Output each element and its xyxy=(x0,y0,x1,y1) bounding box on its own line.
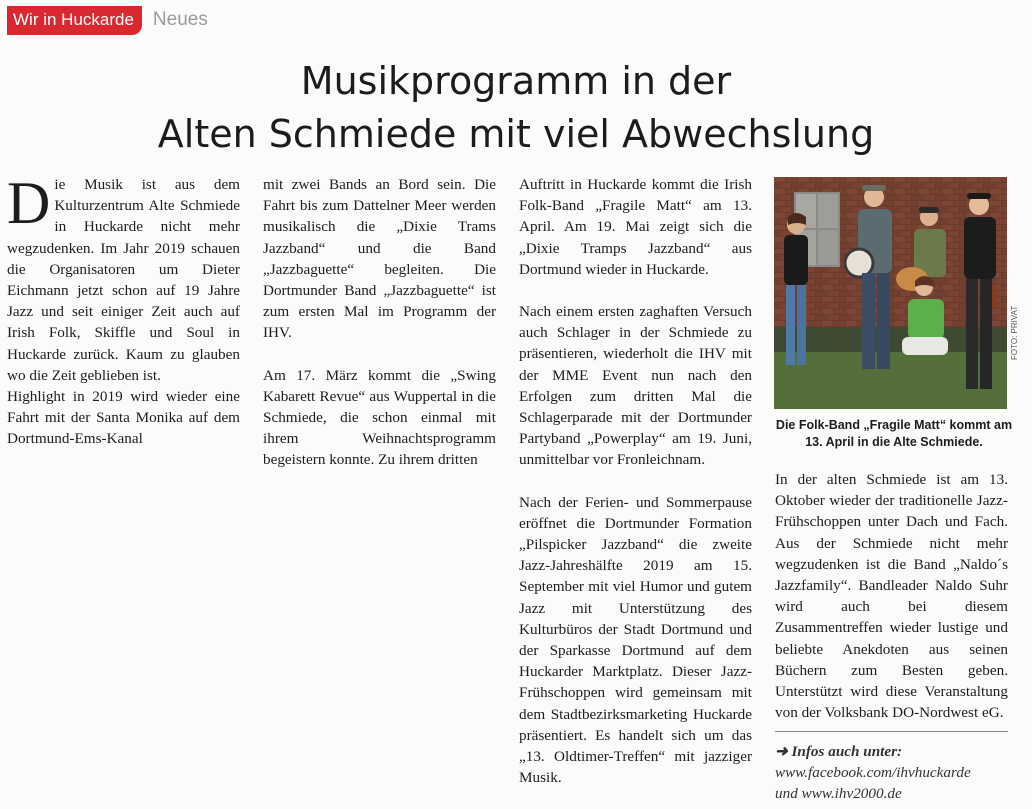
paragraph: mit zwei Bands an Bord sein. Die Fahrt bis zum Dattelner Meer werden musikalisch die „Dixie Trams Jazzband“ und die Band „Jazzbaguette“ begleiten. Die Dortmunder Band „Jazzbaguette“ ist zum ersten Mal im Programm der IHV. xyxy=(263,176,496,342)
paragraph: Nach einem ersten zaghaften Versuch auch Schlager in der Schmiede zu präsentieren, wiederholt die IHV mit der MME Event nun nach den Erfolgen zum dritten Mal die Schlagerparade mit der Dortmunder Partyband „Powerplay“ am 19. Juni, unmittelbar vor Fronleichnam. xyxy=(519,303,752,469)
headline-line-1: Musikprogramm in der xyxy=(300,59,732,103)
band-photo-image xyxy=(774,177,1007,409)
section-badge: Wir in Huckarde xyxy=(7,6,142,35)
article-column-3 xyxy=(519,174,752,788)
info-box xyxy=(775,741,1015,804)
photo-caption: Die Folk-Band „Fragile Matt“ kommt am 13. April in die Alte Schmiede. xyxy=(775,418,1013,449)
paragraph: Highlight in 2019 wird wieder eine Fahrt mit der Santa Monika auf dem Dortmund-Ems-Kanal xyxy=(7,388,240,448)
photo-credit: FOTO: PRIVAT xyxy=(1010,305,1019,360)
drop-cap: D xyxy=(7,170,51,236)
article-column-4 xyxy=(775,469,1008,723)
band-photo xyxy=(774,177,1007,409)
info-link-facebook: www.facebook.com/ihvhuckarde xyxy=(775,764,971,781)
article-headline xyxy=(0,55,1032,161)
article-column-1 xyxy=(7,170,240,450)
article-column-2 xyxy=(263,174,496,471)
paragraph-text: ie Musik ist aus dem Kulturzentrum Alte Schmiede in Huckarde nicht mehr wegzudenken. Im Jahr 2019 schauen die Organisatoren um Dieter Eichmann jetzt schon auf 19 Jahre Jazz und seit einiger Zeit auch auf Irish Folk, Skiffle und Soul in Huckarde zurück. Kaum zu glauben wo die Zeit geblieben ist. xyxy=(7,176,240,384)
paragraph xyxy=(7,170,240,386)
headline-line-2: Alten Schmiede mit viel Abwechslung xyxy=(157,112,875,156)
info-heading: ➜ Infos auch unter: xyxy=(775,743,903,760)
section-label: Neues xyxy=(152,9,208,30)
paragraph: Auftritt in Huckarde kommt die Irish Folk-Band „Fragile Matt“ am 13. April. Am 19. Mai zeigt sich die „Dixie Tramps Jazzband“ aus Dortmund wieder in Huckarde. xyxy=(519,176,752,278)
divider xyxy=(775,731,1008,732)
paragraph: Nach der Ferien- und Sommerpause eröffnet die Dortmunder Formation „Pilspicker Jazzband“ die zweite Jazz-Jahreshälfte 2019 am 15. September mit viel Humor und gutem Jazz mit Unterstützung des Kulturbüros der Stadt Dortmund und der Sparkasse Dortmund auf dem Huckarder Marktplatz. Dieser Jazz-Frühschoppen wird gemeinsam mit dem Stadtbezirksmarketing Huckarde präsentiert. Es handelt sich um das „13. Oldtimer-Treffen“ mit jazziger Musik. xyxy=(519,493,752,787)
page-header xyxy=(7,5,208,35)
info-link-website: und www.ihv2000.de xyxy=(775,785,902,802)
paragraph: Am 17. März kommt die „Swing Kabarett Revue“ aus Wuppertal in die Schmiede, die schon einmal mit ihrem Weihnachtsprogramm begeistern konnte. Zu ihrem dritten xyxy=(263,366,496,469)
paragraph: In der alten Schmiede ist am 13. Oktober wieder der traditionelle Jazz-Frühschoppen unter Dach und Fach. Aus der Schmiede nicht mehr wegzudenken ist die Band „Naldo´s Jazzfamily“. Bandleader Naldo Suhr wird auch bei diesem Zusammentreffen wieder lustige und beliebte Anekdoten aus seinen Büchern zum Besten geben. Unterstützt wird diese Veranstaltung von der Volksbank DO-Nordwest eG. xyxy=(775,471,1008,722)
